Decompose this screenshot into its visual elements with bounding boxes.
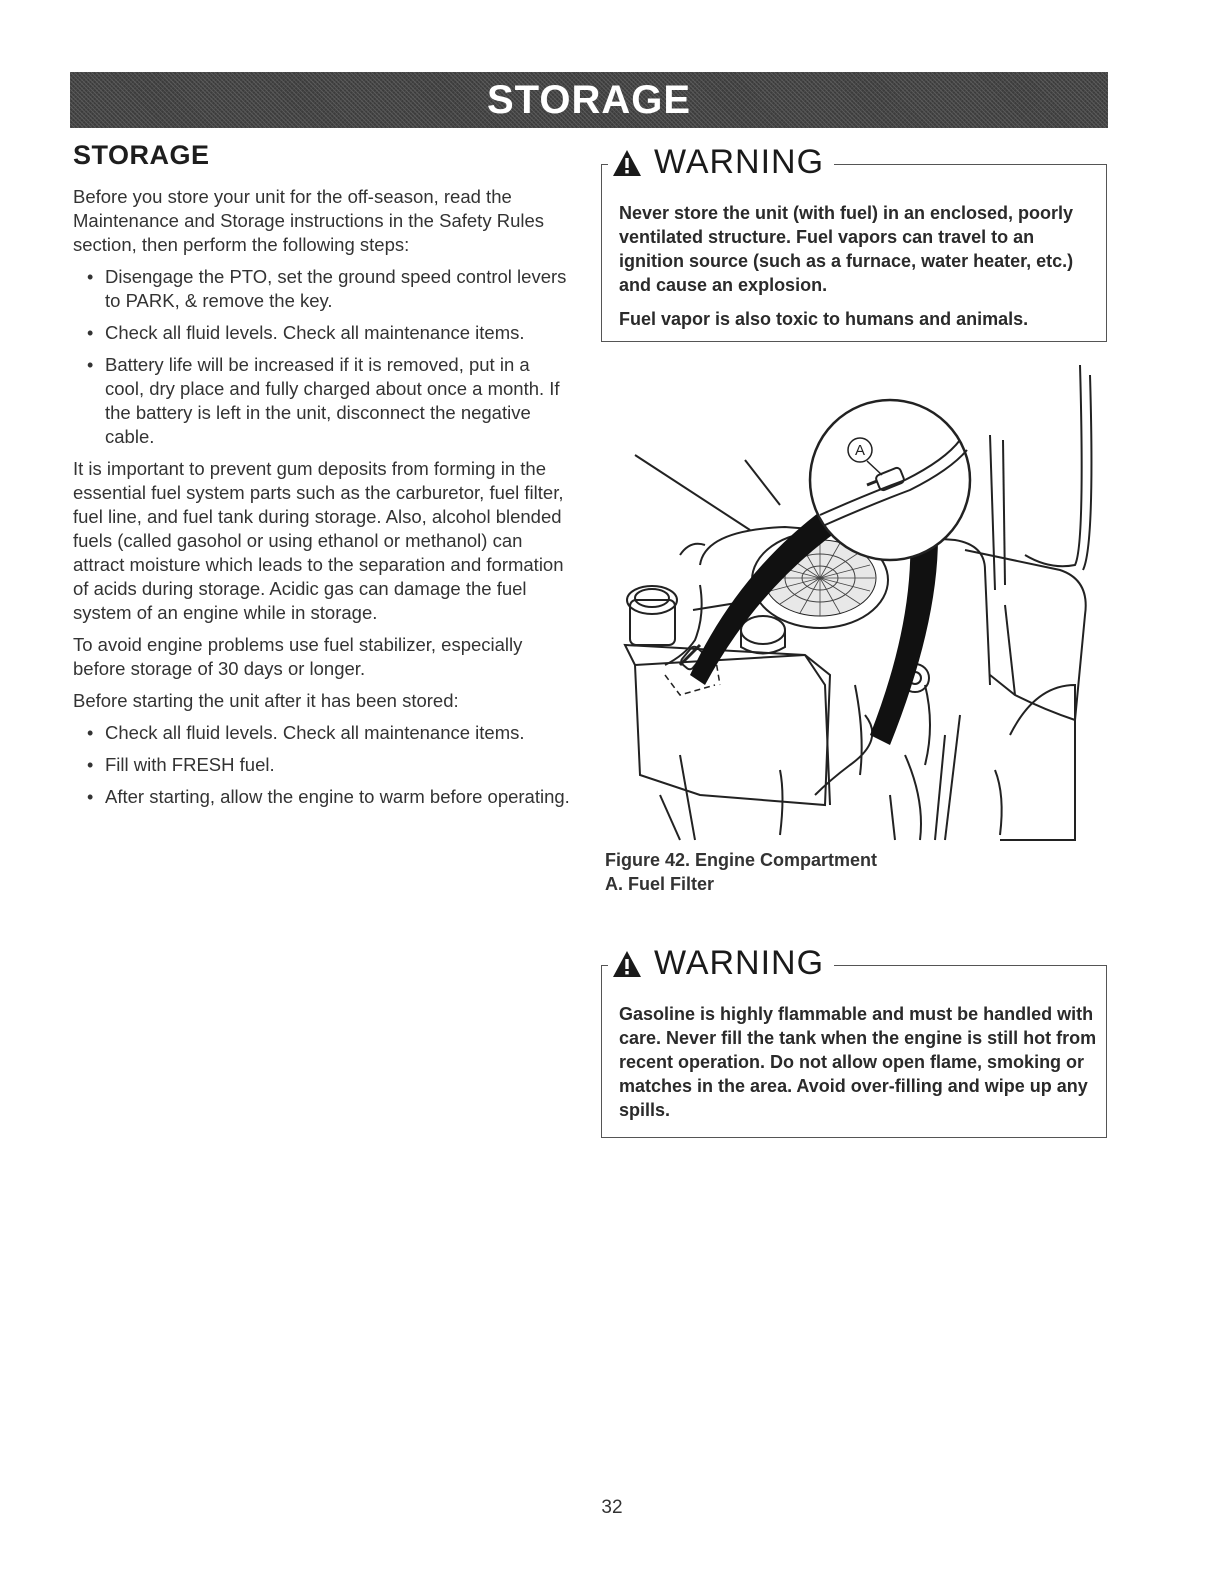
section-banner	[70, 72, 1108, 128]
before-start-text: Before starting the unit after it has been stored:	[73, 690, 459, 711]
bullet-icon: •	[87, 323, 94, 343]
figure-caption-title: Figure 42. Engine Compartment	[605, 850, 878, 870]
gum-paragraph: It is important to prevent gum deposits from forming in the essential fuel system parts such as the carburetor, fuel filter, fuel line, and fuel tank during storage. Also, alcohol blended fuels (called gasohol or using ethanol or methanol) can attract moisture which leads to the separation and formation of acids during storage. Acidic gas can damage the fuel system of an engine while in storage.	[73, 458, 564, 623]
warning-text: Gasoline is highly flammable and must be handled with care. Never fill the tank when the engine is still hot from recent operation. Do not allow open flame, smoking or matches in the area. Avoid over-filling and wipe up any spills.	[619, 1004, 1097, 1120]
figure-caption	[605, 848, 877, 896]
bullet-icon: •	[87, 755, 94, 775]
list-item: • After starting, allow the engine to warm before operating.	[87, 786, 570, 807]
warning-text: Never store the unit (with fuel) in an enclosed, poorly ventilated structure. Fuel vapors can travel to an ignition source (such as a furnace, water heater, etc.) and cause an explosion.	[619, 203, 1074, 295]
warning-title: WARNING	[654, 944, 825, 982]
stabilizer-paragraph: To avoid engine problems use fuel stabilizer, especially before storage of 30 days or longer.	[73, 634, 523, 679]
warning-triangle-icon	[612, 149, 642, 177]
list-item: • Check all fluid levels. Check all maintenance items.	[87, 722, 525, 743]
warning-header	[608, 944, 834, 983]
warning-triangle-icon	[612, 950, 642, 978]
warning-header	[608, 143, 834, 182]
bullet-icon: •	[87, 723, 94, 743]
engine-compartment-figure	[605, 355, 1100, 850]
banner-title: STORAGE	[486, 77, 692, 122]
start-steps	[73, 721, 573, 809]
storage-heading: STORAGE	[73, 140, 210, 170]
warning-box-fuel-storage	[601, 143, 1107, 342]
storage-intro: Before you store your unit for the off-season, read the Maintenance and Storage instructions in the Safety Rules section, then perform the following steps:	[73, 186, 545, 255]
warning-text: Fuel vapor is also toxic to humans and animals.	[619, 309, 1029, 329]
storage-section	[73, 140, 573, 817]
page-number: 32	[601, 1497, 623, 1518]
list-item: • Disengage the PTO, set the ground speed control levers to PARK, & remove the key.	[87, 266, 567, 311]
bullet-icon: •	[87, 355, 94, 375]
bullet-icon: •	[87, 787, 94, 807]
warning-box-gasoline	[601, 944, 1107, 1138]
list-item: • Check all fluid levels. Check all maintenance items.	[87, 322, 525, 343]
warning-title: WARNING	[654, 143, 825, 181]
list-item: • Battery life will be increased if it is removed, put in a cool, dry place and fully charged about once a month. If the battery is left in the unit, disconnect the negative cable.	[87, 354, 560, 447]
list-item: • Fill with FRESH fuel.	[87, 754, 275, 775]
figure-caption-item: A. Fuel Filter	[605, 874, 715, 894]
storage-steps	[73, 265, 573, 449]
callout-label: A	[854, 442, 866, 459]
bullet-icon: •	[87, 267, 94, 287]
